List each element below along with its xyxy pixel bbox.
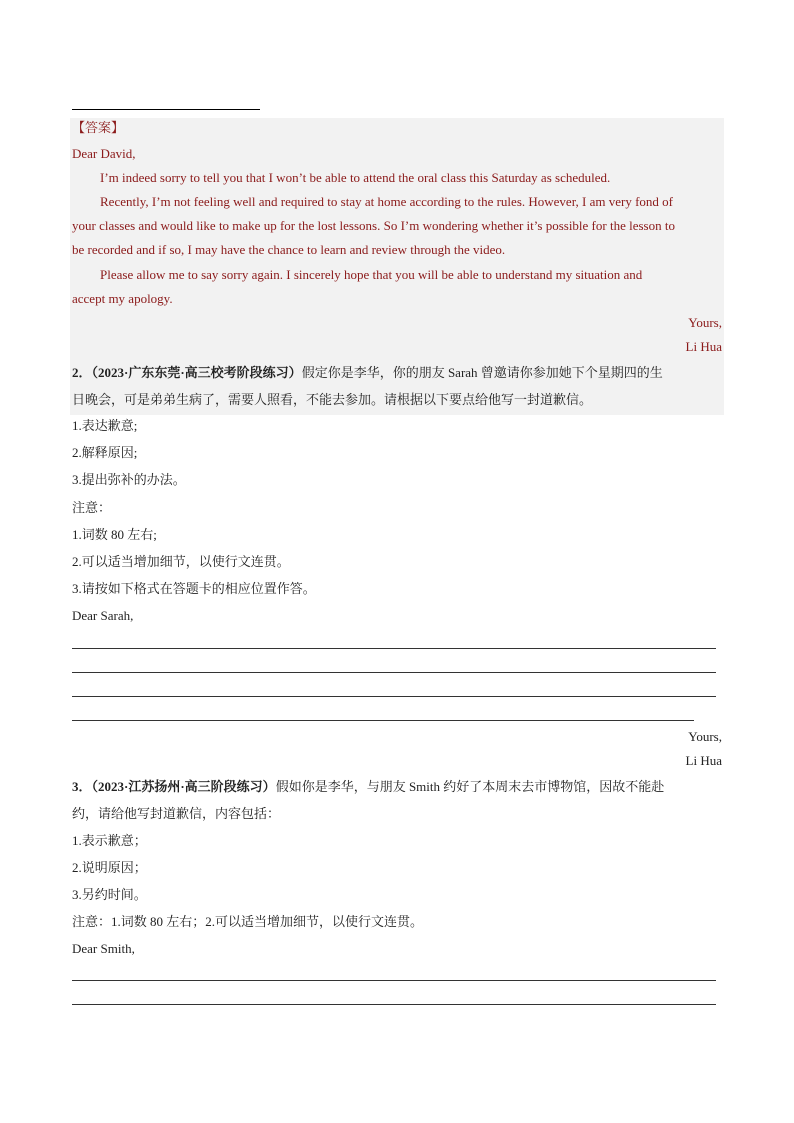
question-2-note-2: 2.可以适当增加细节，以使行文连贯。 [72,554,290,569]
question-2-note-1: 1.词数 80 左右; [72,527,157,542]
question-3-point-1: 1.表示歉意； [72,833,147,848]
answer-paragraph-2-line-2: your classes and would like to make up for the lost lessons. So I’m wondering whether it’s possible for the lesson to [72,218,675,233]
question-3-source: （2023·江苏扬州·高三阶段练习） [91,779,276,794]
writing-line[interactable] [72,696,716,697]
question-2-prompt-line-1: 假定你是李华，你的朋友 Sarah 曾邀请你参加她下个星期四的生 [301,365,663,380]
question-2-prompt-line-2: 日晚会，可是弟弟生病了，需要人照看，不能去参加。请根据以下要点给他写一封道歉信。 [72,392,593,407]
answer-label: 【答案】 [72,120,125,135]
question-2-point-3: 3.提出弥补的办法。 [72,472,186,487]
answer-paragraph-2-line-3: be recorded and if so, I may have the chance to learn and review through the video. [72,242,506,257]
question-2-salutation: Dear Sarah, [72,608,134,623]
answer-signature: Li Hua [685,339,722,354]
writing-line[interactable] [72,980,716,981]
question-3-prompt-line-2: 约，请给他写封道歉信，内容包括： [72,806,281,821]
question-3-point-2: 2.说明原因； [72,860,147,875]
question-2-closing: Yours, [688,729,722,744]
question-2-notes-label: 注意： [72,500,112,515]
question-2-line-1 [72,361,663,385]
answer-paragraph-3-line-2: accept my apology. [72,291,173,306]
writing-line[interactable] [72,1004,716,1005]
question-3-salutation: Dear Smith, [72,941,135,956]
question-3-point-3: 3.另约时间。 [72,887,147,902]
answer-closing: Yours, [688,315,722,330]
question-3-prompt-line-1: 假如你是李华，与朋友 Smith 约好了本周末去市博物馆，因故不能赴 [275,779,665,794]
writing-line[interactable] [72,648,716,649]
question-2-note-3: 3.请按如下格式在答题卡的相应位置作答。 [72,581,316,596]
writing-line[interactable] [72,672,716,673]
question-3-notes: 注意：1.词数 80 左右；2.可以适当增加细节，以使行文连贯。 [72,914,424,929]
answer-salutation: Dear David, [72,146,136,161]
writing-line[interactable] [72,720,694,721]
question-2-point-2: 2.解释原因; [72,445,138,460]
question-2-signature: Li Hua [685,753,722,768]
answer-paragraph-3-line-1: Please allow me to say sorry again. I sincerely hope that you will be able to understand my situation and [100,267,643,282]
question-2-source: （2023·广东东莞·高三校考阶段练习） [91,365,302,380]
answer-paragraph-2-line-1: Recently, I’m not feeling well and required to stay at home according to the rules. However, I am very fond of [100,194,673,209]
header-rule [72,109,260,110]
question-3-number: 3． [72,779,92,794]
question-3-line-1 [72,775,664,799]
answer-paragraph-1: I’m indeed sorry to tell you that I won’t be able to attend the oral class this Saturday as scheduled. [100,170,611,185]
question-2-number: 2． [72,365,92,380]
question-2-point-1: 1.表达歉意; [72,418,138,433]
